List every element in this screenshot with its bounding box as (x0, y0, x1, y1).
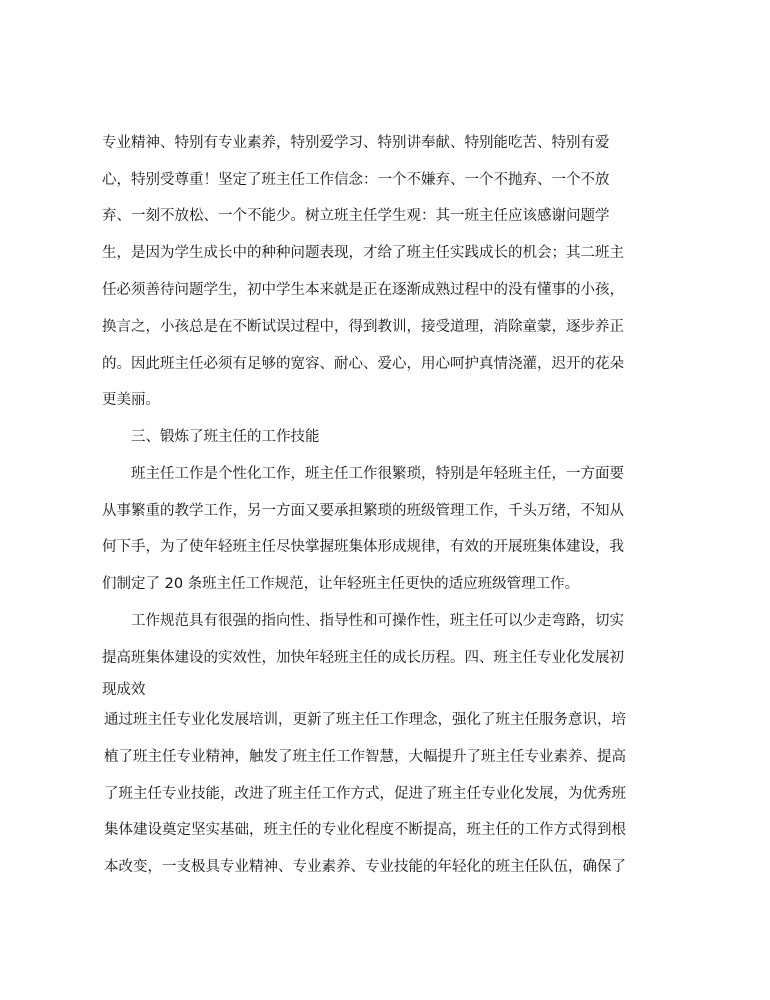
paragraph4-line-5: 本改变，一支极具专业精神、专业素养、专业技能的年轻化的班主任队伍，确保了 (104, 859, 626, 875)
paragraph2-line-1: 班主任工作是个性化工作，班主任工作很繁琐，特别是年轻班主任，一方面要 (131, 466, 624, 482)
paragraph1-line-3: 弃、一刻不放松、一个不能少。树立班主任学生观：其一班主任应该感谢问题学 (102, 208, 610, 224)
paragraph3-line-2: 提高班集体建设的实效性，加快年轻班主任的成长历程。四、班主任专业化发展初 (102, 650, 624, 666)
paragraph3-line-1: 工作规范具有很强的指向性、指导性和可操作性，班主任可以少走弯路，切实 (131, 613, 624, 629)
paragraph4-line-3: 了班主任专业技能，改进了班主任工作方式，促进了班主任专业化发展，为优秀班 (104, 786, 626, 802)
paragraph1-line-4: 生，是因为学生成长中的种种问题表现，才给了班主任实践成长的机会；其二班主 (102, 245, 624, 261)
paragraph1-line-7: 的。因此班主任必须有足够的宽容、耐心、爱心，用心呵护真情浇灌，迟开的花朵 (102, 356, 624, 372)
paragraph1-line-5: 任必须善待问题学生，初中学生本来就是正在逐渐成熟过程中的没有懂事的小孩， (102, 282, 624, 298)
paragraph4-line-1: 通过班主任专业化发展培训，更新了班主任工作理念，强化了班主任服务意识，培 (104, 712, 626, 728)
paragraph4-line-4: 集体建设奠定坚实基础，班主任的专业化程度不断提高，班主任的工作方式得到根 (104, 822, 626, 838)
paragraph4-line-2: 植了班主任专业精神，触发了班主任工作智慧，大幅提升了班主任专业素养、提高 (104, 749, 626, 765)
paragraph2-line-2: 从事繁重的教学工作，另一方面又要承担繁琐的班级管理工作，千头万绪，不知从 (102, 503, 624, 519)
section3-heading: 三、锻炼了班主任的工作技能 (131, 429, 320, 445)
paragraph2-line-4: 们制定了 20 条班主任工作规范，让年轻班主任更快的适应班级管理工作。 (102, 576, 580, 592)
paragraph1-line-6: 换言之，小孩总是在不断试误过程中，得到教训，接受道理，消除童蒙，逐步养正 (102, 319, 624, 335)
paragraph3-line-3: 现成效 (102, 682, 146, 698)
paragraph1-line-8: 更美丽。 (102, 392, 160, 408)
paragraph1-line-2: 心，特别受尊重！坚定了班主任工作信念：一个不嫌弃、一个不抛弃、一个不放 (102, 172, 610, 188)
paragraph1-line-1: 专业精神、特别有专业素养，特别爱学习、特别讲奉献、特别能吃苦、特别有爱 (102, 135, 610, 151)
paragraph2-line-3: 何下手，为了使年轻班主任尽快掌握班集体形成规律，有效的开展班集体建设，我 (102, 539, 624, 555)
